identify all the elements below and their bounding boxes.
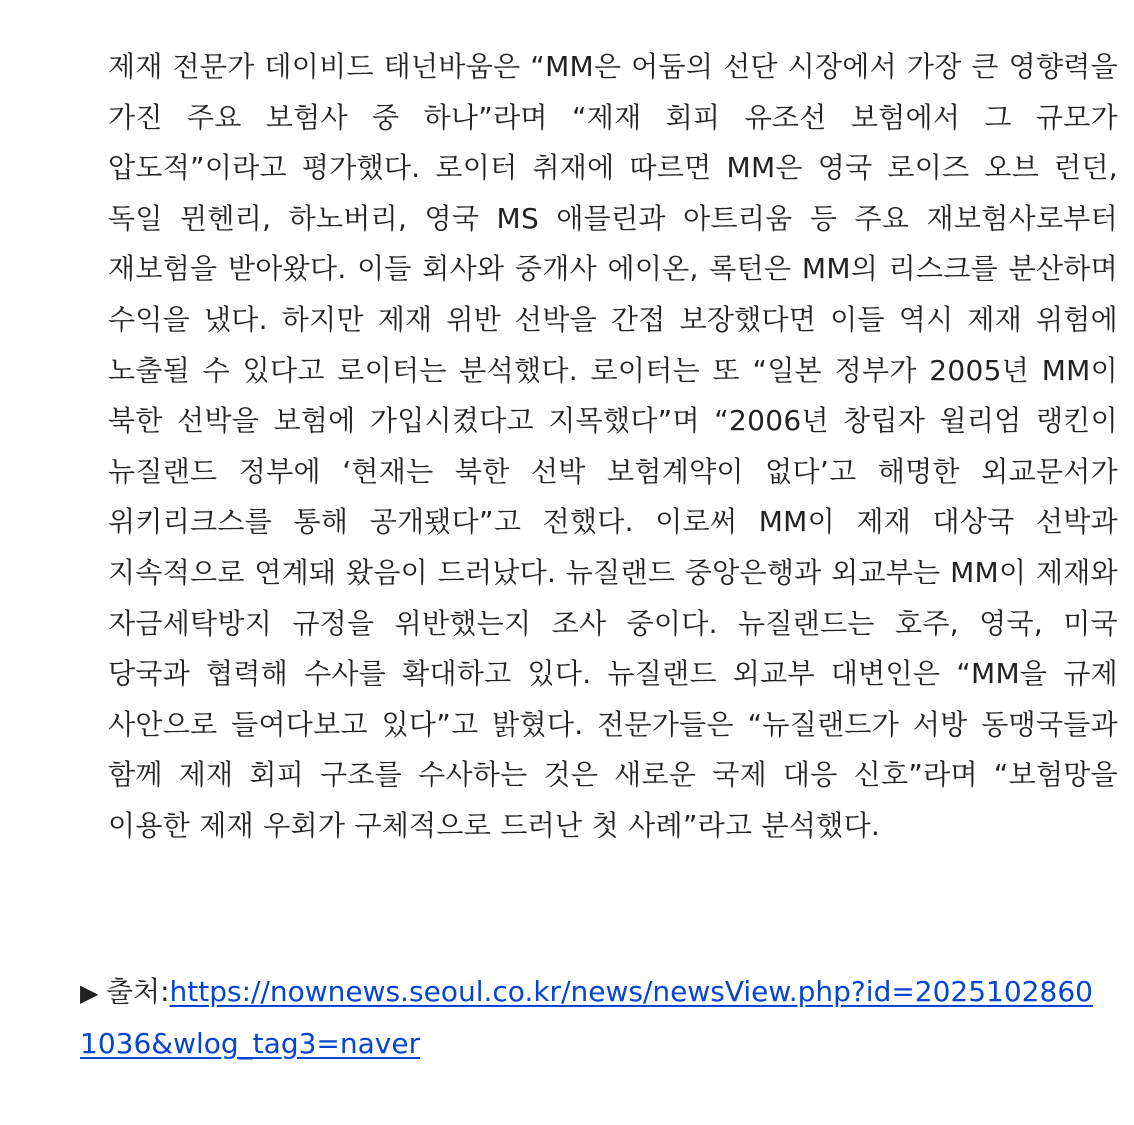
source-citation [80, 967, 1110, 1069]
source-link[interactable]: https://nownews.seoul.co.kr/news/newsView.php?id=20251028601036&wlog_tag3=naver [80, 975, 1093, 1060]
source-label: 출처: [106, 975, 170, 1008]
play-triangle-icon: ▶ [80, 979, 99, 1007]
article [108, 42, 1118, 852]
article-body-text: 제재 전문가 데이비드 태넌바움은 “MM은 어둠의 선단 시장에서 가장 큰 영향력을 가진 주요 보험사 중 하나”라며 “제재 회피 유조선 보험에서 그 규모가 압도적”이라고 평가했다. 로이터 취재에 따르면 MM은 영국 로이즈 오브 런던, 독일 뮌헨리, 하노버리, 영국 MS 애믈린과 아트리움 등 주요 재보험사로부터 재보험을 받아왔다. 이들 회사와 중개사 에이온, 록턴은 MM의 리스크를 분산하며 수익을 냈다. 하지만 제재 위반 선박을 간접 보장했다면 이들 역시 제재 위험에 노출될 수 있다고 로이터는 분석했다. 로이터는 또 “일본 정부가 2005년 MM이 북한 선박을 보험에 가입시켰다고 지목했다”며 “2006년 창립자 윌리엄 랭킨이 뉴질랜드 정부에 ‘현재는 북한 선박 보험계약이 없다’고 해명한 외교문서가 위키리크스를 통해 공개됐다”고 전했다. 이로써 MM이 제재 대상국 선박과 지속적으로 연계돼 왔음이 드러났다. 뉴질랜드 중앙은행과 외교부는 MM이 제재와 자금세탁방지 규정을 위반했는지 조사 중이다. 뉴질랜드는 호주, 영국, 미국 당국과 협력해 수사를 확대하고 있다. 뉴질랜드 외교부 대변인은 “MM을 규제 사안으로 들여다보고 있다”고 밝혔다. 전문가들은 “뉴질랜드가 서방 동맹국들과 함께 제재 회피 구조를 수사하는 것은 새로운 국제 대응 신호”라며 “보험망을 이용한 제재 우회가 구체적으로 드러난 첫 사례”라고 분석했다. [108, 50, 1118, 842]
